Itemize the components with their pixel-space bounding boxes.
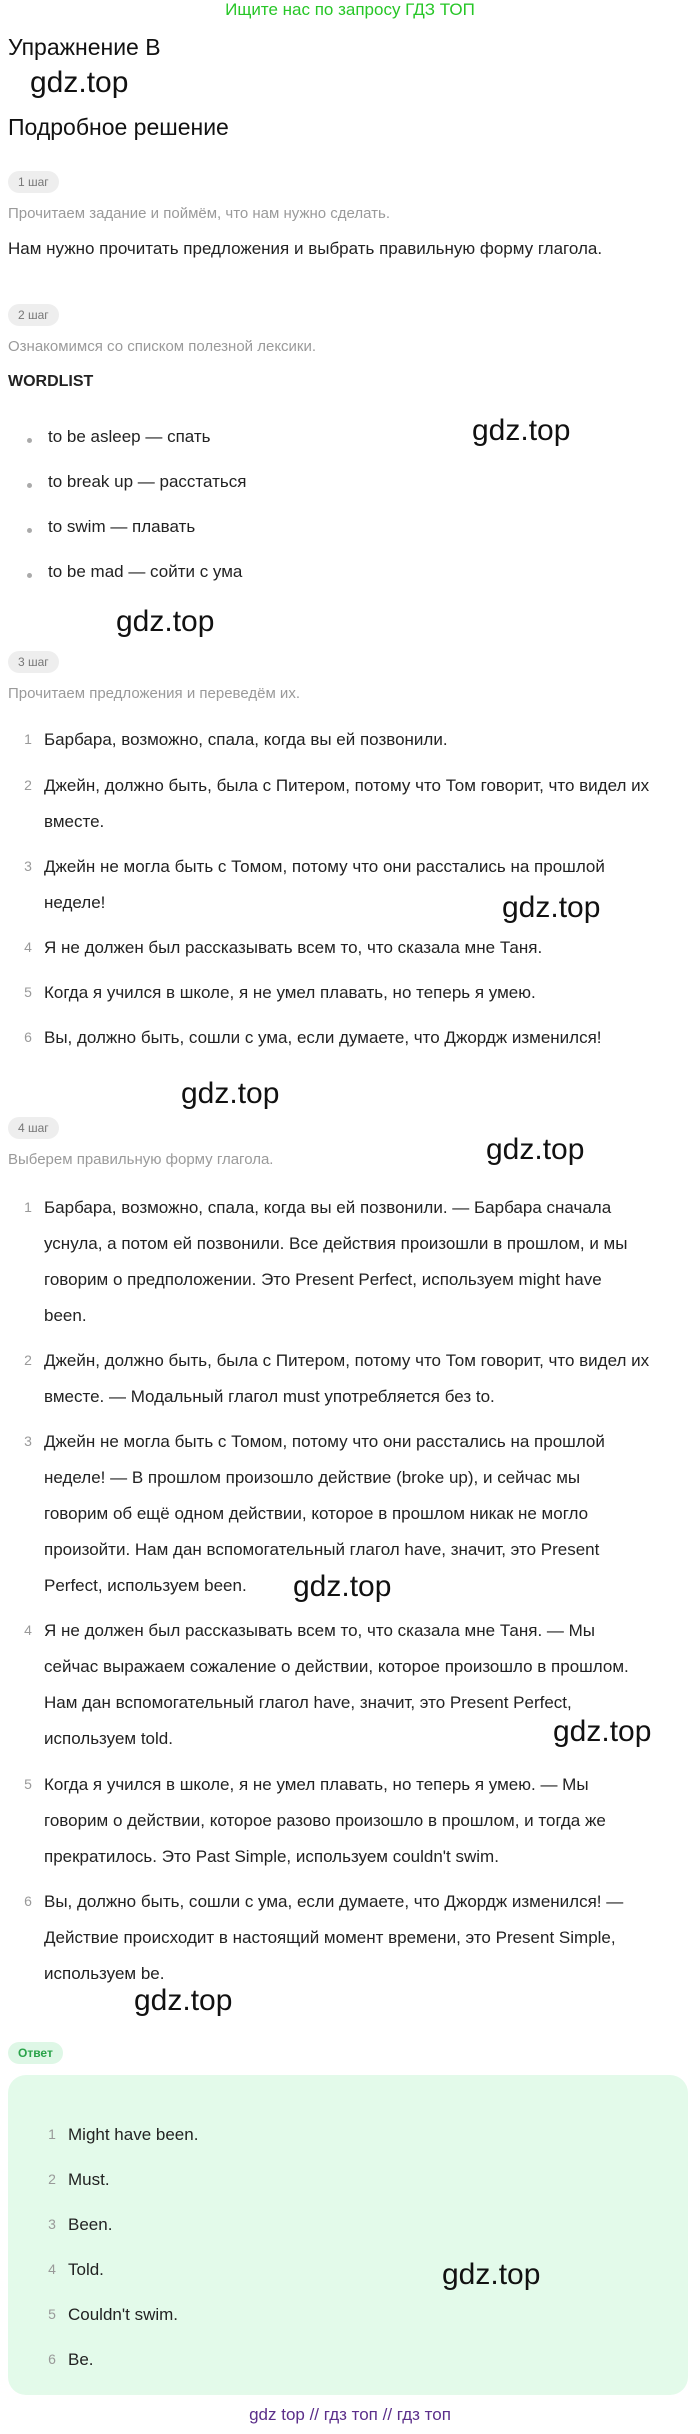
bullet-icon xyxy=(27,528,32,533)
watermark: gdz.top xyxy=(502,891,601,924)
item-number: 6 xyxy=(24,1893,32,1909)
watermark: gdz.top xyxy=(486,1133,585,1166)
step-4-item-3-line: произойти. Нам дан вспомогательный глагол have, значит, это Present xyxy=(44,1540,600,1559)
step-3-intro: Прочитаем предложения и переведём их. xyxy=(8,685,300,702)
step-4-badge: 4 шаг xyxy=(8,1117,59,1139)
item-number: 5 xyxy=(24,1776,32,1792)
wordlist-heading: WORDLIST xyxy=(8,373,94,390)
answer-number: 1 xyxy=(48,2126,56,2142)
step-4-item-3-line: Джейн не могла быть с Томом, потому что они расстались на прошлой xyxy=(44,1432,605,1451)
step-4-item-1-line: Барбара, возможно, спала, когда вы ей позвонили. — Барбара сначала xyxy=(44,1198,612,1217)
step-4-item-1-line: уснула, а потом ей позвонили. Все действия произошли в прошлом, и мы xyxy=(44,1234,628,1253)
item-number: 3 xyxy=(24,1433,32,1449)
bullet-icon xyxy=(27,573,32,578)
step-4-item-4-line: сейчас выражаем сожаление о действии, которое произошло в прошлом. xyxy=(44,1657,629,1676)
step-4-item-6-line: Действие происходит в настоящий момент времени, это Present Simple, xyxy=(44,1928,616,1947)
step-4-item-3-line: неделе! — В прошлом произошло действие (broke up), и сейчас мы xyxy=(44,1468,581,1487)
watermark: gdz.top xyxy=(116,605,215,638)
step-4-item-5-line: Когда я учился в школе, я не умел плавать, но теперь я умею. — Мы xyxy=(44,1775,589,1794)
step-4-item-2-line: вместе. — Модальный глагол must употребляется без to. xyxy=(44,1387,495,1406)
step-1-intro: Прочитаем задание и поймём, что нам нужно сделать. xyxy=(8,205,391,222)
top-banner: Ищите нас по запросу ГДЗ ТОП xyxy=(225,0,475,19)
item-number: 3 xyxy=(24,858,32,874)
answer-item: Been. xyxy=(68,2215,113,2234)
step-3-badge: 3 шаг xyxy=(8,651,59,673)
step-4-item-3-line: говорим об ещё одном действии, которое в прошлом никак не могло xyxy=(44,1504,589,1523)
step-4-item-4-line: Я не должен был рассказывать всем то, что сказала мне Таня. — Мы xyxy=(44,1621,596,1640)
answer-item: Must. xyxy=(68,2170,110,2189)
step-4-item-2-line: Джейн, должно быть, была с Питером, потому что Том говорит, что видел их xyxy=(44,1351,650,1370)
answer-item: Be. xyxy=(68,2350,94,2369)
step-3-item-3-line: неделе! xyxy=(44,893,106,912)
answer-number: 4 xyxy=(48,2261,56,2277)
wordlist-item: to swim — плавать xyxy=(48,517,196,536)
item-number: 6 xyxy=(24,1029,32,1045)
answer-number: 6 xyxy=(48,2351,56,2367)
item-number: 4 xyxy=(24,1622,32,1638)
step-4-item-1-line: been. xyxy=(44,1306,87,1325)
bullet-icon xyxy=(27,438,32,443)
step-2-intro: Ознакомимся со списком полезной лексики. xyxy=(8,338,317,355)
answer-item: Couldn't swim. xyxy=(68,2305,179,2324)
step-4-item-6-line: Вы, должно быть, сошли с ума, если думаете, что Джордж изменился! — xyxy=(44,1892,624,1911)
step-3-item-3-line: Джейн не могла быть с Томом, потому что они расстались на прошлой xyxy=(44,857,605,876)
step-3-item-5-line: Когда я учился в школе, я не умел плавать, но теперь я умею. xyxy=(44,983,536,1002)
watermark: gdz.top xyxy=(30,66,129,99)
bullet-icon xyxy=(27,483,32,488)
item-number: 5 xyxy=(24,984,32,1000)
step-4-item-3-line: Perfect, используем been. xyxy=(44,1576,247,1595)
step-3-item-2-line: вместе. xyxy=(44,812,105,831)
step-3-item-6-line: Вы, должно быть, сошли с ума, если думаете, что Джордж изменился! xyxy=(44,1028,602,1047)
item-number: 2 xyxy=(24,777,32,793)
item-number: 1 xyxy=(24,731,32,747)
wordlist-item: to be mad — сойти с ума xyxy=(48,562,243,581)
watermark: gdz.top xyxy=(181,1077,280,1110)
watermark: gdz.top xyxy=(134,1984,233,2017)
wordlist-item: to be asleep — спать xyxy=(48,427,211,446)
solution-title: Подробное решение xyxy=(8,114,229,140)
answer-number: 2 xyxy=(48,2171,56,2187)
step-3-item-1-line: Барбара, возможно, спала, когда вы ей позвонили. xyxy=(44,730,448,749)
item-number: 2 xyxy=(24,1352,32,1368)
watermark: gdz.top xyxy=(472,414,571,447)
step-4-item-5-line: прекратилось. Это Past Simple, используем couldn't swim. xyxy=(44,1847,499,1866)
step-4-item-6-line: используем be. xyxy=(44,1964,165,1983)
step-4-item-4-line: Нам дан вспомогательный глагол have, значит, это Present Perfect, xyxy=(44,1693,572,1712)
item-number: 4 xyxy=(24,939,32,955)
answer-number: 5 xyxy=(48,2306,56,2322)
step-4-item-4-line: используем told. xyxy=(44,1729,173,1748)
step-2-badge: 2 шаг xyxy=(8,304,59,326)
exercise-title: Упражнение B xyxy=(8,34,161,60)
answer-item: Might have been. xyxy=(68,2125,199,2144)
step-4-item-5-line: говорим о действии, которое разово произошло в прошлом, и тогда же xyxy=(44,1811,606,1830)
watermark: gdz.top xyxy=(442,2258,541,2291)
step-3-item-2-line: Джейн, должно быть, была с Питером, потому что Том говорит, что видел их xyxy=(44,776,650,795)
wordlist-item: to break up — расстаться xyxy=(48,472,247,491)
watermark: gdz.top xyxy=(553,1715,652,1748)
footer-links[interactable]: gdz top // гдз топ // гдз топ xyxy=(249,2405,451,2424)
answer-number: 3 xyxy=(48,2216,56,2232)
answer-item: Told. xyxy=(68,2260,104,2279)
step-4-item-1-line: говорим о предположении. Это Present Perfect, используем might have xyxy=(44,1270,602,1289)
watermark: gdz.top xyxy=(293,1570,392,1603)
item-number: 1 xyxy=(24,1199,32,1215)
step-3-item-4-line: Я не должен был рассказывать всем то, что сказала мне Таня. xyxy=(44,938,543,957)
step-1-badge: 1 шаг xyxy=(8,171,59,193)
step-4-intro: Выберем правильную форму глагола. xyxy=(8,1151,274,1168)
answer-badge: Ответ xyxy=(8,2042,63,2064)
step-1-text: Нам нужно прочитать предложения и выбрать правильную форму глагола. xyxy=(8,239,603,258)
